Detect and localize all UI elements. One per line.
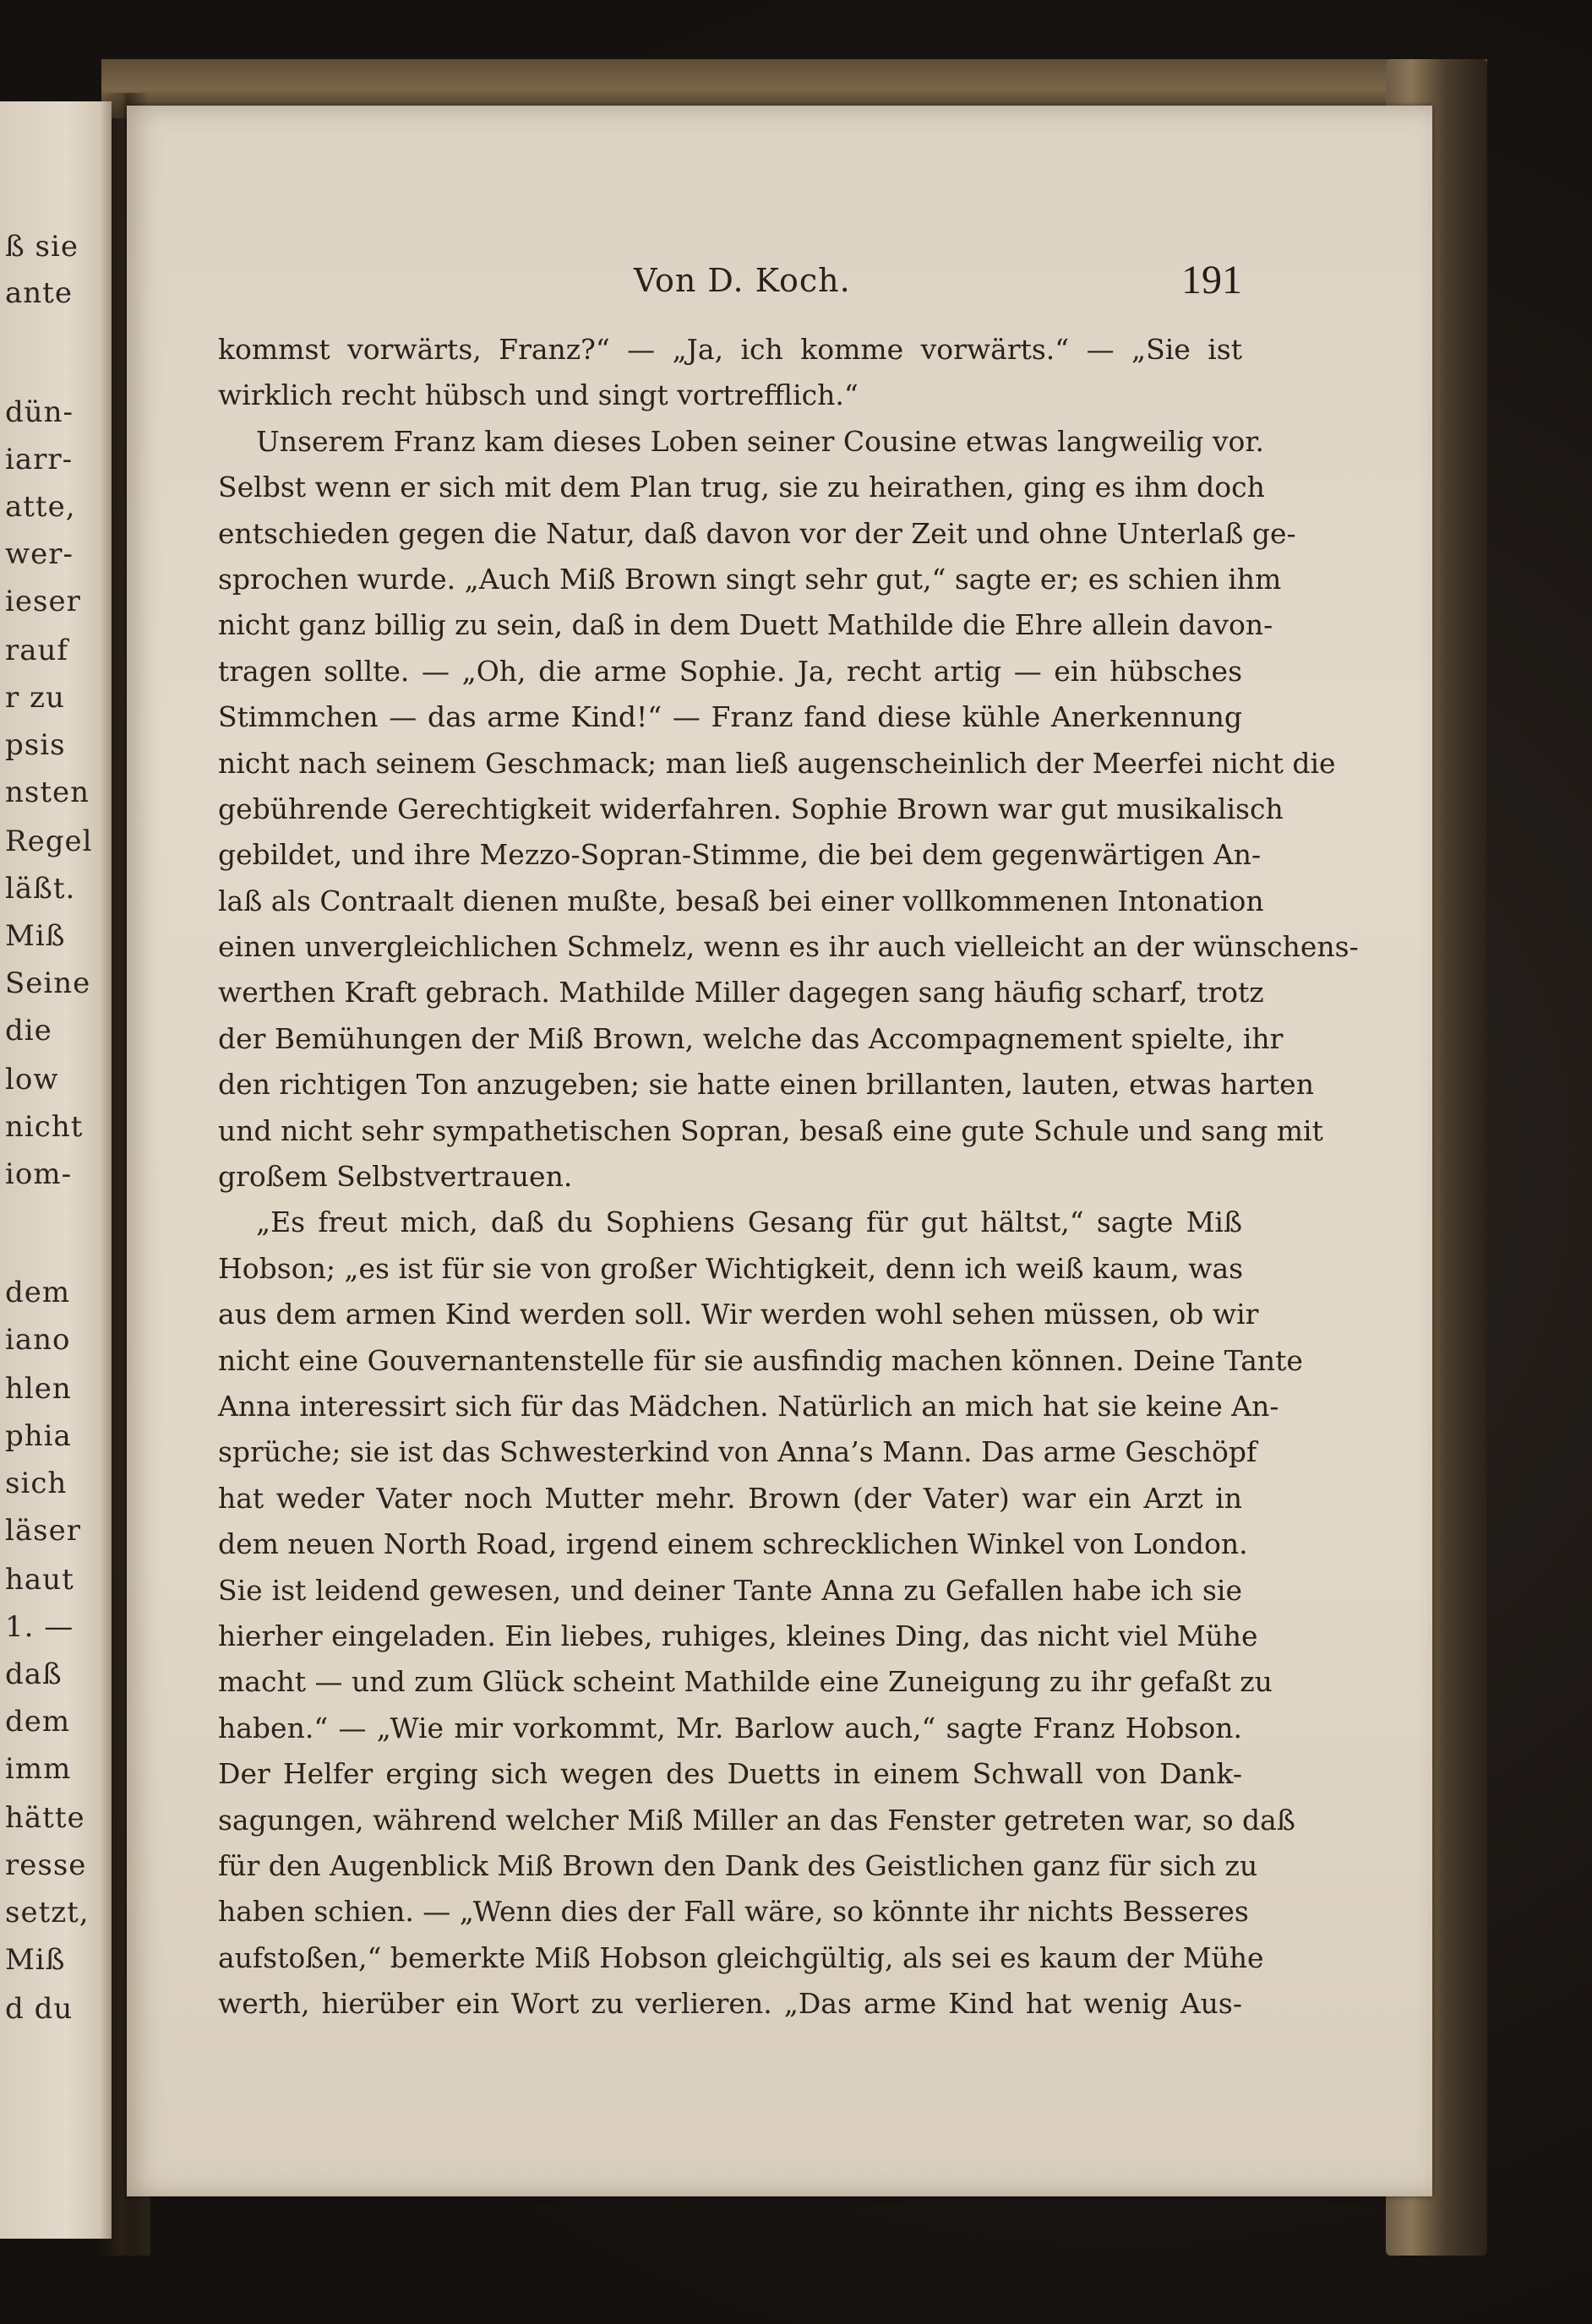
text-line: dem neuen North Road, irgend einem schrecklichen Winkel von London. <box>218 1527 1248 1561</box>
left-page-fragment: iarr- <box>5 443 74 476</box>
left-page-fragment: Miß <box>5 1943 66 1977</box>
right-page <box>127 106 1432 2196</box>
text-line: hierher eingeladen. Ein liebes, ruhiges, kleines Ding, das nicht viel Mühe <box>218 1619 1258 1652</box>
left-page-fragment: hlen <box>5 1372 72 1406</box>
left-page-fragment: die <box>5 1014 52 1048</box>
left-page-fragment: imm <box>5 1752 72 1786</box>
left-page-fragment: Seine <box>5 966 91 1000</box>
left-facing-page <box>0 101 112 2239</box>
text-line: tragen sollte. — „Oh, die arme Sophie. Ja, recht artig — ein hübsches <box>218 654 1242 688</box>
left-page-fragment: ante <box>5 276 73 310</box>
left-page-fragment: sich <box>5 1467 68 1500</box>
left-page-fragment: Regel <box>5 825 93 858</box>
running-title: Von D. Koch. <box>634 262 851 299</box>
text-line: der Bemühungen der Miß Brown, welche das Accompagnement spielte, ihr <box>218 1021 1284 1055</box>
body-text <box>218 327 1359 2027</box>
text-line: den richtigen Ton anzugeben; sie hatte einen brillanten, lauten, etwas harten <box>218 1068 1314 1102</box>
text-line: und nicht sehr sympathetischen Sopran, besaß eine gute Schule und sang mit <box>218 1113 1323 1147</box>
left-page-fragment: ieser <box>5 585 81 618</box>
left-page-fragment: dem <box>5 1705 71 1739</box>
text-line: großem Selbstvertrauen. <box>218 1160 573 1194</box>
left-page-fragment: ß sie <box>5 230 79 264</box>
left-page-fragment: phia <box>5 1419 72 1453</box>
text-line: nicht nach seinem Geschmack; man ließ augenscheinlich der Meerfei nicht die <box>218 746 1336 780</box>
text-line: aufstoßen,“ bemerkte Miß Hobson gleichgültig, als sei es kaum der Mühe <box>218 1940 1264 1974</box>
text-line: einen unvergleichlichen Schmelz, wenn es ihr auch vielleicht an der wünschens- <box>218 930 1359 964</box>
text-line: Sie ist leidend gewesen, und deiner Tante Anna zu Gefallen habe ich sie <box>218 1573 1242 1607</box>
text-line: entschieden gegen die Natur, daß davon vor der Zeit und ohne Unterlaß ge- <box>218 516 1296 550</box>
text-line: Unserem Franz kam dieses Loben seiner Cousine etwas langweilig vor. <box>256 424 1264 458</box>
text-line: sagungen, während welcher Miß Miller an das Fenster getreten war, so daß <box>218 1803 1295 1837</box>
left-page-fragment: atte, <box>5 490 76 524</box>
text-line: nicht eine Gouvernantenstelle für sie ausfindig machen können. Deine Tante <box>218 1343 1303 1377</box>
left-page-fragment: nicht <box>5 1110 84 1144</box>
text-line: Der Helfer erging sich wegen des Duetts in einem Schwall von Dank- <box>218 1757 1242 1791</box>
text-line: haben schien. — „Wenn dies der Fall wäre, so könnte ihr nichts Besseres <box>218 1895 1249 1929</box>
left-page-fragment: nsten <box>5 776 90 809</box>
text-line: Stimmchen — das arme Kind!“ — Franz fand diese kühle Anerkennung <box>218 700 1242 734</box>
text-line: Hobson; „es ist für sie von großer Wichtigkeit, denn ich weiß kaum, was <box>218 1251 1244 1285</box>
text-line: macht — und zum Glück scheint Mathilde eine Zuneigung zu ihr gefaßt zu <box>218 1665 1273 1699</box>
text-line: Selbst wenn er sich mit dem Plan trug, sie zu heirathen, ging es ihm doch <box>218 471 1265 504</box>
left-page-fragment: 1. — <box>5 1610 74 1644</box>
left-page-fragment: iom- <box>5 1157 73 1191</box>
text-line: gebildet, und ihre Mezzo-Sopran-Stimme, die bei dem gegenwärtigen An- <box>218 838 1262 872</box>
text-line: nicht ganz billig zu sein, daß in dem Duett Mathilde die Ehre allein davon- <box>218 608 1273 642</box>
left-page-fragment: haut <box>5 1563 74 1597</box>
text-line: sprüche; sie ist das Schwesterkind von Anna’s Mann. Das arme Geschöpf <box>218 1435 1257 1469</box>
left-page-fragment: d du <box>5 1992 74 2026</box>
left-page-fragment: psis <box>5 728 66 762</box>
running-head <box>127 258 1432 313</box>
left-page-fragment: setzt, <box>5 1896 90 1929</box>
text-line: aus dem armen Kind werden soll. Wir werden wohl sehen müssen, ob wir <box>218 1298 1259 1331</box>
text-line: gebührende Gerechtigkeit widerfahren. Sophie Brown war gut musikalisch <box>218 792 1284 825</box>
text-line: werthen Kraft gebrach. Mathilde Miller dagegen sang häufig scharf, trotz <box>218 976 1264 1010</box>
page-number: 191 <box>1181 258 1242 302</box>
left-page-fragment: dün- <box>5 395 74 429</box>
text-line: für den Augenblick Miß Brown den Dank des Geistlichen ganz für sich zu <box>218 1848 1258 1882</box>
left-page-fragment: Miß <box>5 919 66 953</box>
left-page-fragment: r zu <box>5 681 65 715</box>
left-page-fragment: hätte <box>5 1801 85 1835</box>
text-line: „Es freut mich, daß du Sophiens Gesang für gut hältst,“ sagte Miß <box>256 1206 1242 1239</box>
left-page-fragment: resse <box>5 1848 87 1882</box>
left-page-fragment: wer- <box>5 537 74 571</box>
left-page-fragment: low <box>5 1063 59 1097</box>
text-line: werth, hierüber ein Wort zu verlieren. „Das arme Kind hat wenig Aus- <box>218 1987 1242 2021</box>
text-line: wirklich recht hübsch und singt vortrefflich.“ <box>218 378 859 412</box>
text-line: hat weder Vater noch Mutter mehr. Brown (der Vater) war ein Arzt in <box>218 1481 1242 1515</box>
left-page-fragment: rauf <box>5 634 69 667</box>
text-line: Anna interessirt sich für das Mädchen. Natürlich an mich hat sie keine An- <box>218 1389 1279 1423</box>
left-page-fragment: läßt. <box>5 872 76 906</box>
left-page-fragment: daß <box>5 1657 63 1691</box>
text-line: laß als Contraalt dienen mußte, besaß bei einer vollkommenen Intonation <box>218 884 1264 917</box>
text-line: kommst vorwärts, Franz?“ — „Ja, ich komme vorwärts.“ — „Sie ist <box>218 333 1242 366</box>
left-page-fragment: läser <box>5 1514 81 1548</box>
left-page-fragment: dem <box>5 1276 71 1309</box>
text-line: sprochen wurde. „Auch Miß Brown singt sehr gut,“ sagte er; es schien ihm <box>218 562 1282 596</box>
left-page-fragment: iano <box>5 1323 71 1357</box>
text-line: haben.“ — „Wie mir vorkommt, Mr. Barlow auch,“ sagte Franz Hobson. <box>218 1711 1242 1744</box>
